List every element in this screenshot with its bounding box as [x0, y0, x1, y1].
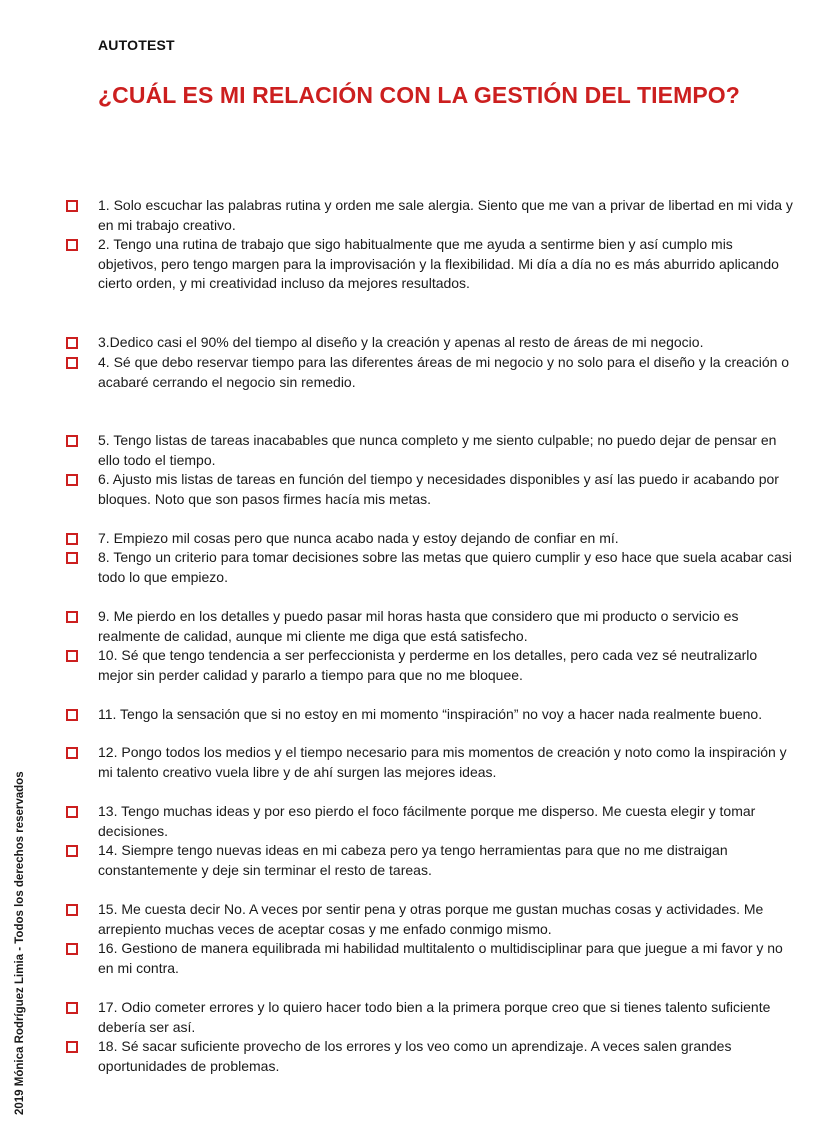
autotest-label: AUTOTEST: [98, 37, 175, 53]
item-text: 18. Sé sacar suficiente provecho de los errores y los veo como un aprendizaje. A veces salen grandes oportunidades de problemas.: [98, 1038, 732, 1074]
item-text: 17. Odio cometer errores y lo quiero hacer todo bien a la primera porque creo que si tienes talento suficiente debería ser así.: [98, 999, 771, 1035]
checkbox[interactable]: [66, 611, 78, 623]
item-text: 5. Tengo listas de tareas inacabables que nunca completo y me siento culpable; no puedo dejar de pensar en ello todo el tiempo.: [98, 432, 777, 468]
checkbox[interactable]: [66, 435, 78, 447]
checkbox[interactable]: [66, 650, 78, 662]
copyright-notice: 2019 Mónica Rodríguez Limia - Todos los derechos reservados: [14, 771, 26, 1115]
checkbox[interactable]: [66, 357, 78, 369]
checkbox[interactable]: [66, 943, 78, 955]
item-text: 11. Tengo la sensación que si no estoy en mi momento “inspiración” no voy a hacer nada realmente bueno.: [98, 706, 763, 722]
page-title: ¿CUÁL ES MI RELACIÓN CON LA GESTIÓN DEL TIEMPO?: [98, 82, 740, 108]
item-text: 15. Me cuesta decir No. A veces por sentir pena y otras porque me gustan muchas cosas y actividades. Me arrepiento muchas veces de aceptar cosas y me enfado conmigo mismo.: [98, 901, 764, 937]
item-text: 14. Siempre tengo nuevas ideas en mi cabeza pero ya tengo herramientas para que no me distraigan constantemente y deje sin terminar el resto de tareas.: [98, 842, 728, 878]
checkbox[interactable]: [66, 552, 78, 564]
item-text: 12. Pongo todos los medios y el tiempo necesario para mis momentos de creación y noto como la inspiración y mi talento creativo vuela libre y de ahí surgen las mejores ideas.: [98, 744, 787, 780]
checkbox[interactable]: [66, 1002, 78, 1014]
checkbox[interactable]: [66, 747, 78, 759]
checkbox[interactable]: [66, 709, 78, 721]
checkbox[interactable]: [66, 845, 78, 857]
checkbox[interactable]: [66, 474, 78, 486]
checkbox[interactable]: [66, 1041, 78, 1053]
item-text: 9. Me pierdo en los detalles y puedo pasar mil horas hasta que considero que mi producto o servicio es realmente de calidad, aunque mi cliente me diga que está satisfecho.: [98, 608, 739, 644]
item-text: 1. Solo escuchar las palabras rutina y orden me sale alergia. Siento que me van a privar de libertad en mi vida y en mi trabajo creativo.: [98, 197, 793, 233]
checkbox[interactable]: [66, 533, 78, 545]
item-text: 10. Sé que tengo tendencia a ser perfeccionista y perderme en los detalles, pero cada vez sé neutralizarlo mejor sin perder calidad y pararlo a tiempo para que no me bloquee.: [98, 647, 758, 683]
item-text: 8. Tengo un criterio para tomar decisiones sobre las metas que quiero cumplir y eso hace que suela acabar casi todo lo que empiezo.: [98, 549, 792, 585]
item-text: 2. Tengo una rutina de trabajo que sigo habitualmente que me ayuda a sentirme bien y así cumplo mis objetivos, pero tengo margen para la improvisación y la flexibilidad. Mi día a día no es más aburrido aplicando cierto orden, y mi creatividad incluso da mejores resultados.: [98, 236, 779, 291]
checkbox[interactable]: [66, 239, 78, 251]
item-text: 6. Ajusto mis listas de tareas en función del tiempo y necesidades disponibles y así las puedo ir acabando por bloques. Noto que son pasos firmes hacía mis metas.: [98, 471, 779, 507]
checkbox[interactable]: [66, 337, 78, 349]
item-text: 7. Empiezo mil cosas pero que nunca acabo nada y estoy dejando de confiar en mí.: [98, 530, 619, 546]
checkbox[interactable]: [66, 806, 78, 818]
item-text: 13. Tengo muchas ideas y por eso pierdo el foco fácilmente porque me disperso. Me cuesta elegir y tomar decisiones.: [98, 803, 756, 839]
checkbox[interactable]: [66, 904, 78, 916]
item-text: 16. Gestiono de manera equilibrada mi habilidad multitalento o multidisciplinar para que juegue a mi favor y no en mi contra.: [98, 940, 783, 976]
checkbox[interactable]: [66, 200, 78, 212]
item-text: 4. Sé que debo reservar tiempo para las diferentes áreas de mi negocio y no solo para el diseño y la creación o acabaré cerrando el negocio sin remedio.: [98, 354, 790, 390]
item-text: 3.Dedico casi el 90% del tiempo al diseño y la creación y apenas al resto de áreas de mi negocio.: [98, 334, 704, 350]
